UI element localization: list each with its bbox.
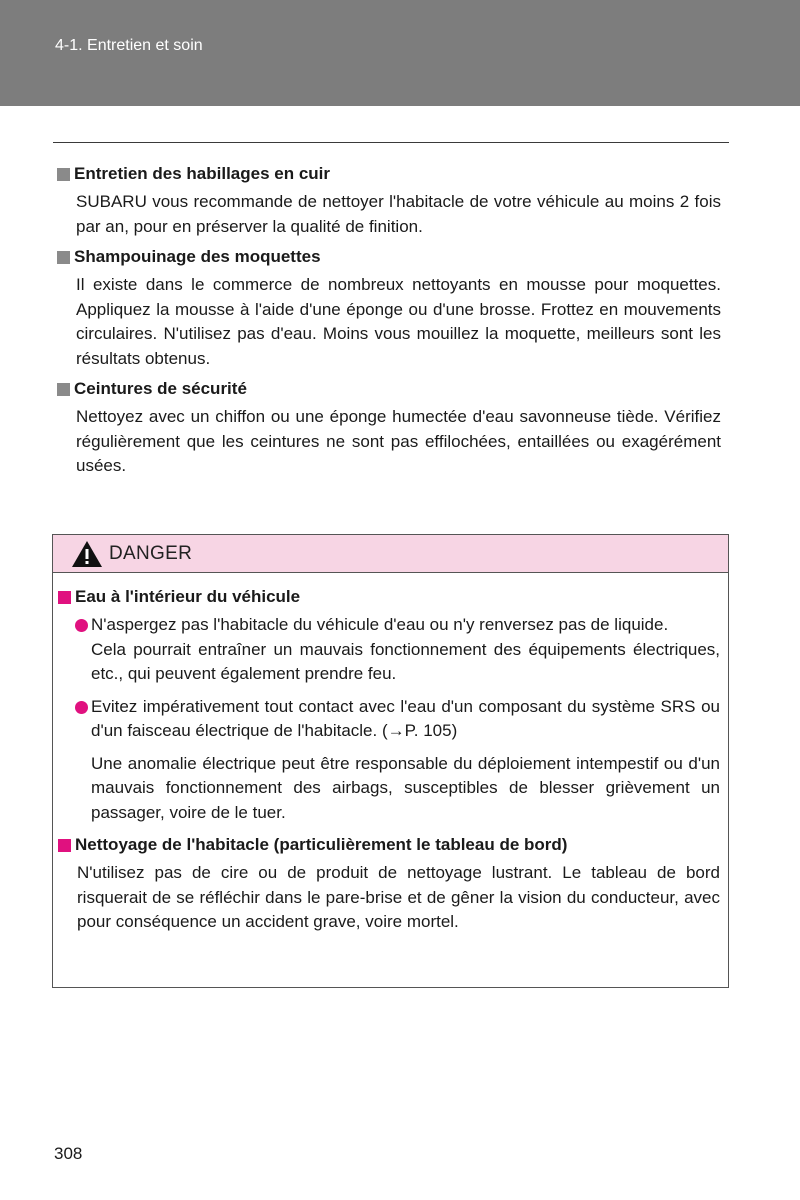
square-bullet-icon — [58, 591, 71, 604]
bullet-detail: Une anomalie électrique peut être responsable du déploiement intempestif ou d'un mauvais fonctionnement des airbags, susceptibles de blesser grièvement un passager, voire de le tuer. — [91, 753, 720, 822]
bullet-item — [75, 695, 720, 826]
danger-subheading-text: Nettoyage de l'habitacle (particulièrement le tableau de bord) — [75, 835, 568, 854]
circle-bullet-icon — [75, 701, 88, 714]
danger-title: DANGER — [109, 542, 193, 564]
section-body: Nettoyez avec un chiffon ou une éponge humectée d'eau savonneuse tiède. Vérifiez régulièrement que les ceintures ne sont pas effilochées, entaillées ou exagérément usées. — [76, 407, 721, 475]
square-bullet-icon — [57, 168, 70, 181]
divider-rule — [53, 142, 729, 143]
header-band — [0, 0, 800, 106]
danger-subheading — [58, 833, 720, 857]
circle-bullet-icon — [75, 619, 88, 632]
danger-body — [53, 573, 728, 935]
square-bullet-icon — [57, 383, 70, 396]
section-title: Ceintures de sécurité — [74, 379, 247, 398]
danger-subheading — [58, 585, 720, 609]
section-seatbelts — [57, 377, 721, 479]
danger-paragraph: N'utilisez pas de cire ou de produit de nettoyage lustrant. Le tableau de bord risquerait de se réfléchir dans le pare-brise et de gêner la vision du conducteur, avec pour conséquence un accident grave, voire mortel. — [77, 863, 720, 931]
section-heading — [57, 245, 721, 269]
bullet-text: Evitez impérativement tout contact avec l'eau d'un composant du système SRS ou d'un faisceau électrique de l'habitacle. (→P. 105) — [91, 696, 720, 740]
bullet-item — [75, 613, 720, 687]
square-bullet-icon — [58, 839, 71, 852]
content-area — [57, 162, 721, 485]
danger-box — [52, 534, 729, 988]
section-title: Entretien des habillages en cuir — [74, 164, 331, 183]
danger-subheading-text: Eau à l'intérieur du véhicule — [75, 587, 301, 606]
bullet-detail: Cela pourrait entraîner un mauvais fonctionnement des équipements électriques, etc., qui peuvent également prendre feu. — [91, 639, 720, 683]
section-heading — [57, 377, 721, 401]
bullet-text: N'aspergez pas l'habitacle du véhicule d'eau ou n'y renversez pas de liquide. — [91, 615, 669, 634]
section-body: SUBARU vous recommande de nettoyer l'habitacle de votre véhicule au moins 2 fois par an, pour en préserver la qualité de finition. — [76, 192, 721, 236]
section-label: 4-1. Entretien et soin — [55, 37, 203, 54]
section-leather — [57, 162, 721, 239]
square-bullet-icon — [57, 251, 70, 264]
section-heading — [57, 162, 721, 186]
danger-header — [53, 535, 728, 573]
warning-triangle-icon — [71, 540, 103, 568]
section-body: Il existe dans le commerce de nombreux nettoyants en mousse pour moquettes. Appliquez la mousse à l'aide d'une éponge ou d'une brosse. Frottez en mouvements circulaires. N'utilisez pas d'eau. Moins vous mouillez la moquette, meilleurs sont les résultats obtenus. — [76, 275, 721, 368]
section-title: Shampouinage des moquettes — [74, 247, 321, 266]
section-carpet — [57, 245, 721, 371]
page-number: 308 — [54, 1144, 83, 1163]
